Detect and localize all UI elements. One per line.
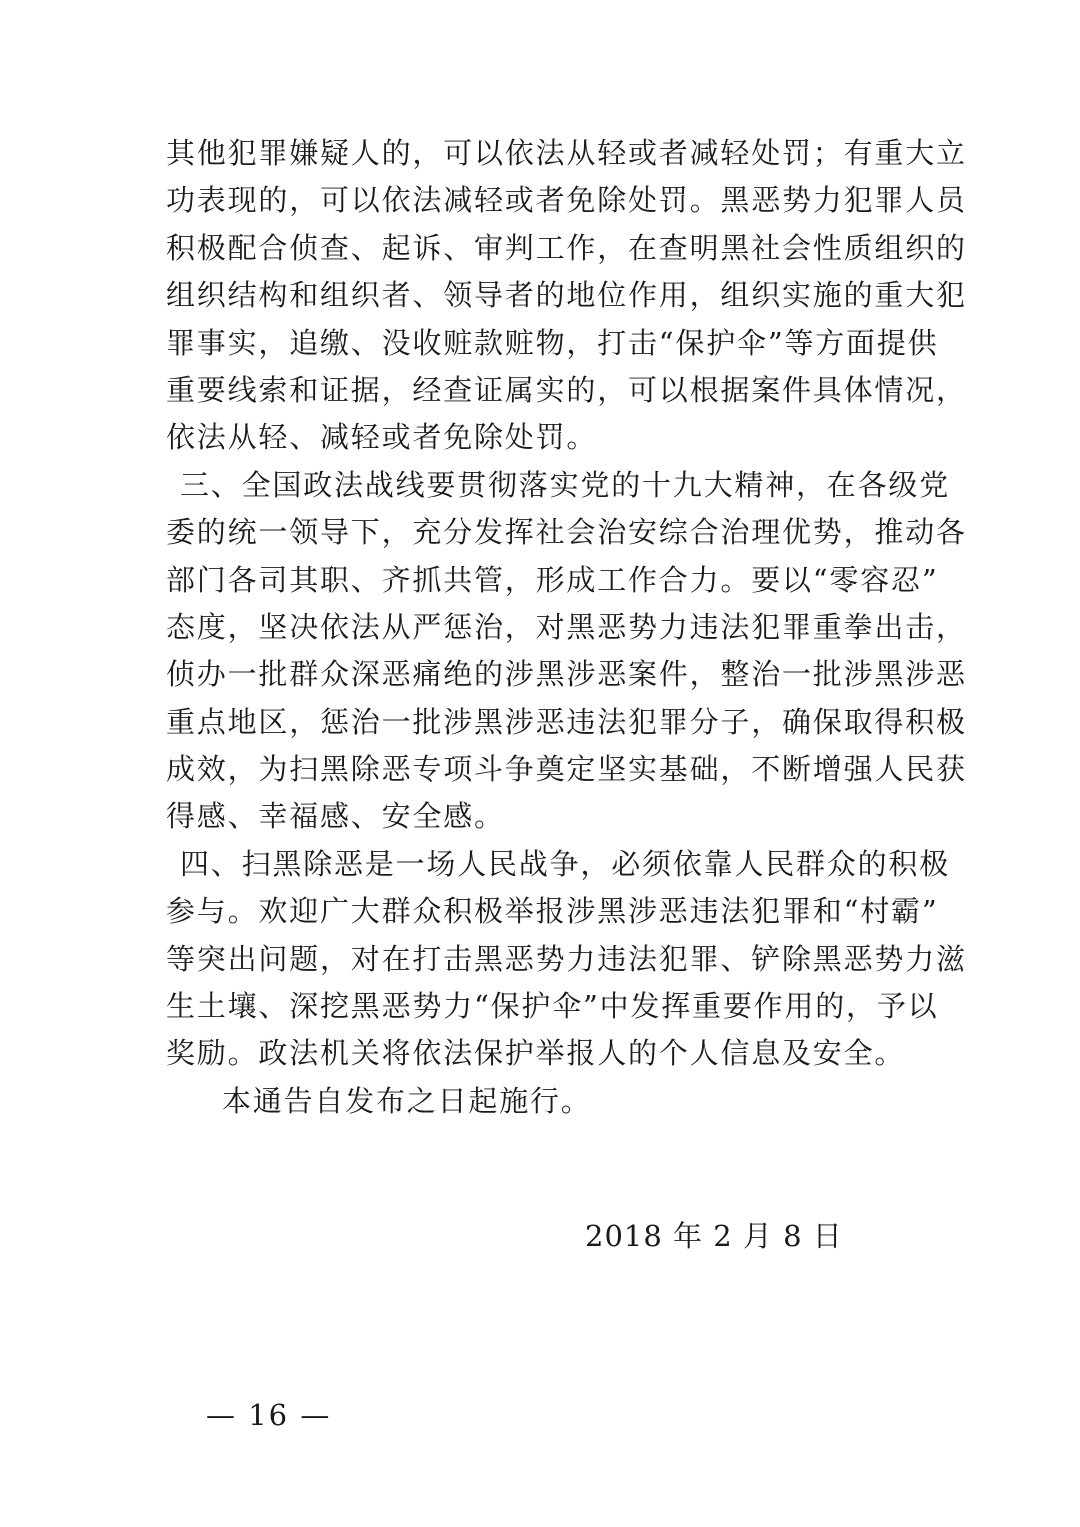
- text-line: 积极配合侦查、起诉、审判工作，在查明黑社会性质组织的: [166, 230, 967, 265]
- body-text: [166, 130, 967, 1125]
- text-line: 部门各司其职、齐抓共管，形成工作合力。要以“零容忍”: [166, 562, 939, 597]
- paragraph-three-first-line: 三、全国政法战线要贯彻落实党的十九大精神，在各级党: [180, 467, 951, 502]
- text-line: 参与。欢迎广大群众积极举报涉黑涉恶违法犯罪和“村霸”: [166, 894, 939, 929]
- effective-clause: 本通告自发布之日起施行。: [222, 1083, 592, 1118]
- text-line: 委的统一领导下，充分发挥社会治安综合治理优势，推动各: [166, 515, 967, 550]
- issue-date: 2018 年 2 月 8 日: [585, 1219, 843, 1253]
- text-line: 依法从轻、减轻或者免除处罚。: [166, 420, 598, 455]
- text-line: 重点地区，惩治一批涉黑涉恶违法犯罪分子，确保取得积极: [166, 704, 967, 739]
- page-number: — 16 —: [206, 1398, 332, 1432]
- text-line: 态度，坚决依法从严惩治，对黑恶势力违法犯罪重拳出击，: [166, 609, 967, 644]
- text-line: 等突出问题，对在打击黑恶势力违法犯罪、铲除黑恶势力滋: [166, 941, 967, 976]
- text-line: 生土壤、深挖黑恶势力“保护伞”中发挥重要作用的，予以: [166, 989, 939, 1024]
- text-line: 功表现的，可以依法减轻或者免除处罚。黑恶势力犯罪人员: [166, 183, 967, 218]
- text-line: 得感、幸福感、安全感。: [166, 799, 505, 834]
- text-line: 成效，为扫黑除恶专项斗争奠定坚实基础，不断增强人民获: [166, 752, 967, 787]
- text-line: 重要线索和证据，经查证属实的，可以根据案件具体情况，: [166, 372, 967, 407]
- text-line: 组织结构和组织者、领导者的地位作用，组织实施的重大犯: [166, 278, 967, 313]
- text-line: 侦办一批群众深恶痛绝的涉黑涉恶案件，整治一批涉黑涉恶: [166, 657, 967, 692]
- paragraph-four-first-line: 四、扫黑除恶是一场人民战争，必须依靠人民群众的积极: [180, 846, 951, 881]
- text-line: 其他犯罪嫌疑人的，可以依法从轻或者减轻处罚；有重大立: [166, 136, 967, 170]
- text-line: 奖励。政法机关将依法保护举报人的个人信息及安全。: [166, 1036, 906, 1071]
- text-line: 罪事实，追缴、没收赃款赃物，打击“保护伞”等方面提供: [166, 325, 939, 360]
